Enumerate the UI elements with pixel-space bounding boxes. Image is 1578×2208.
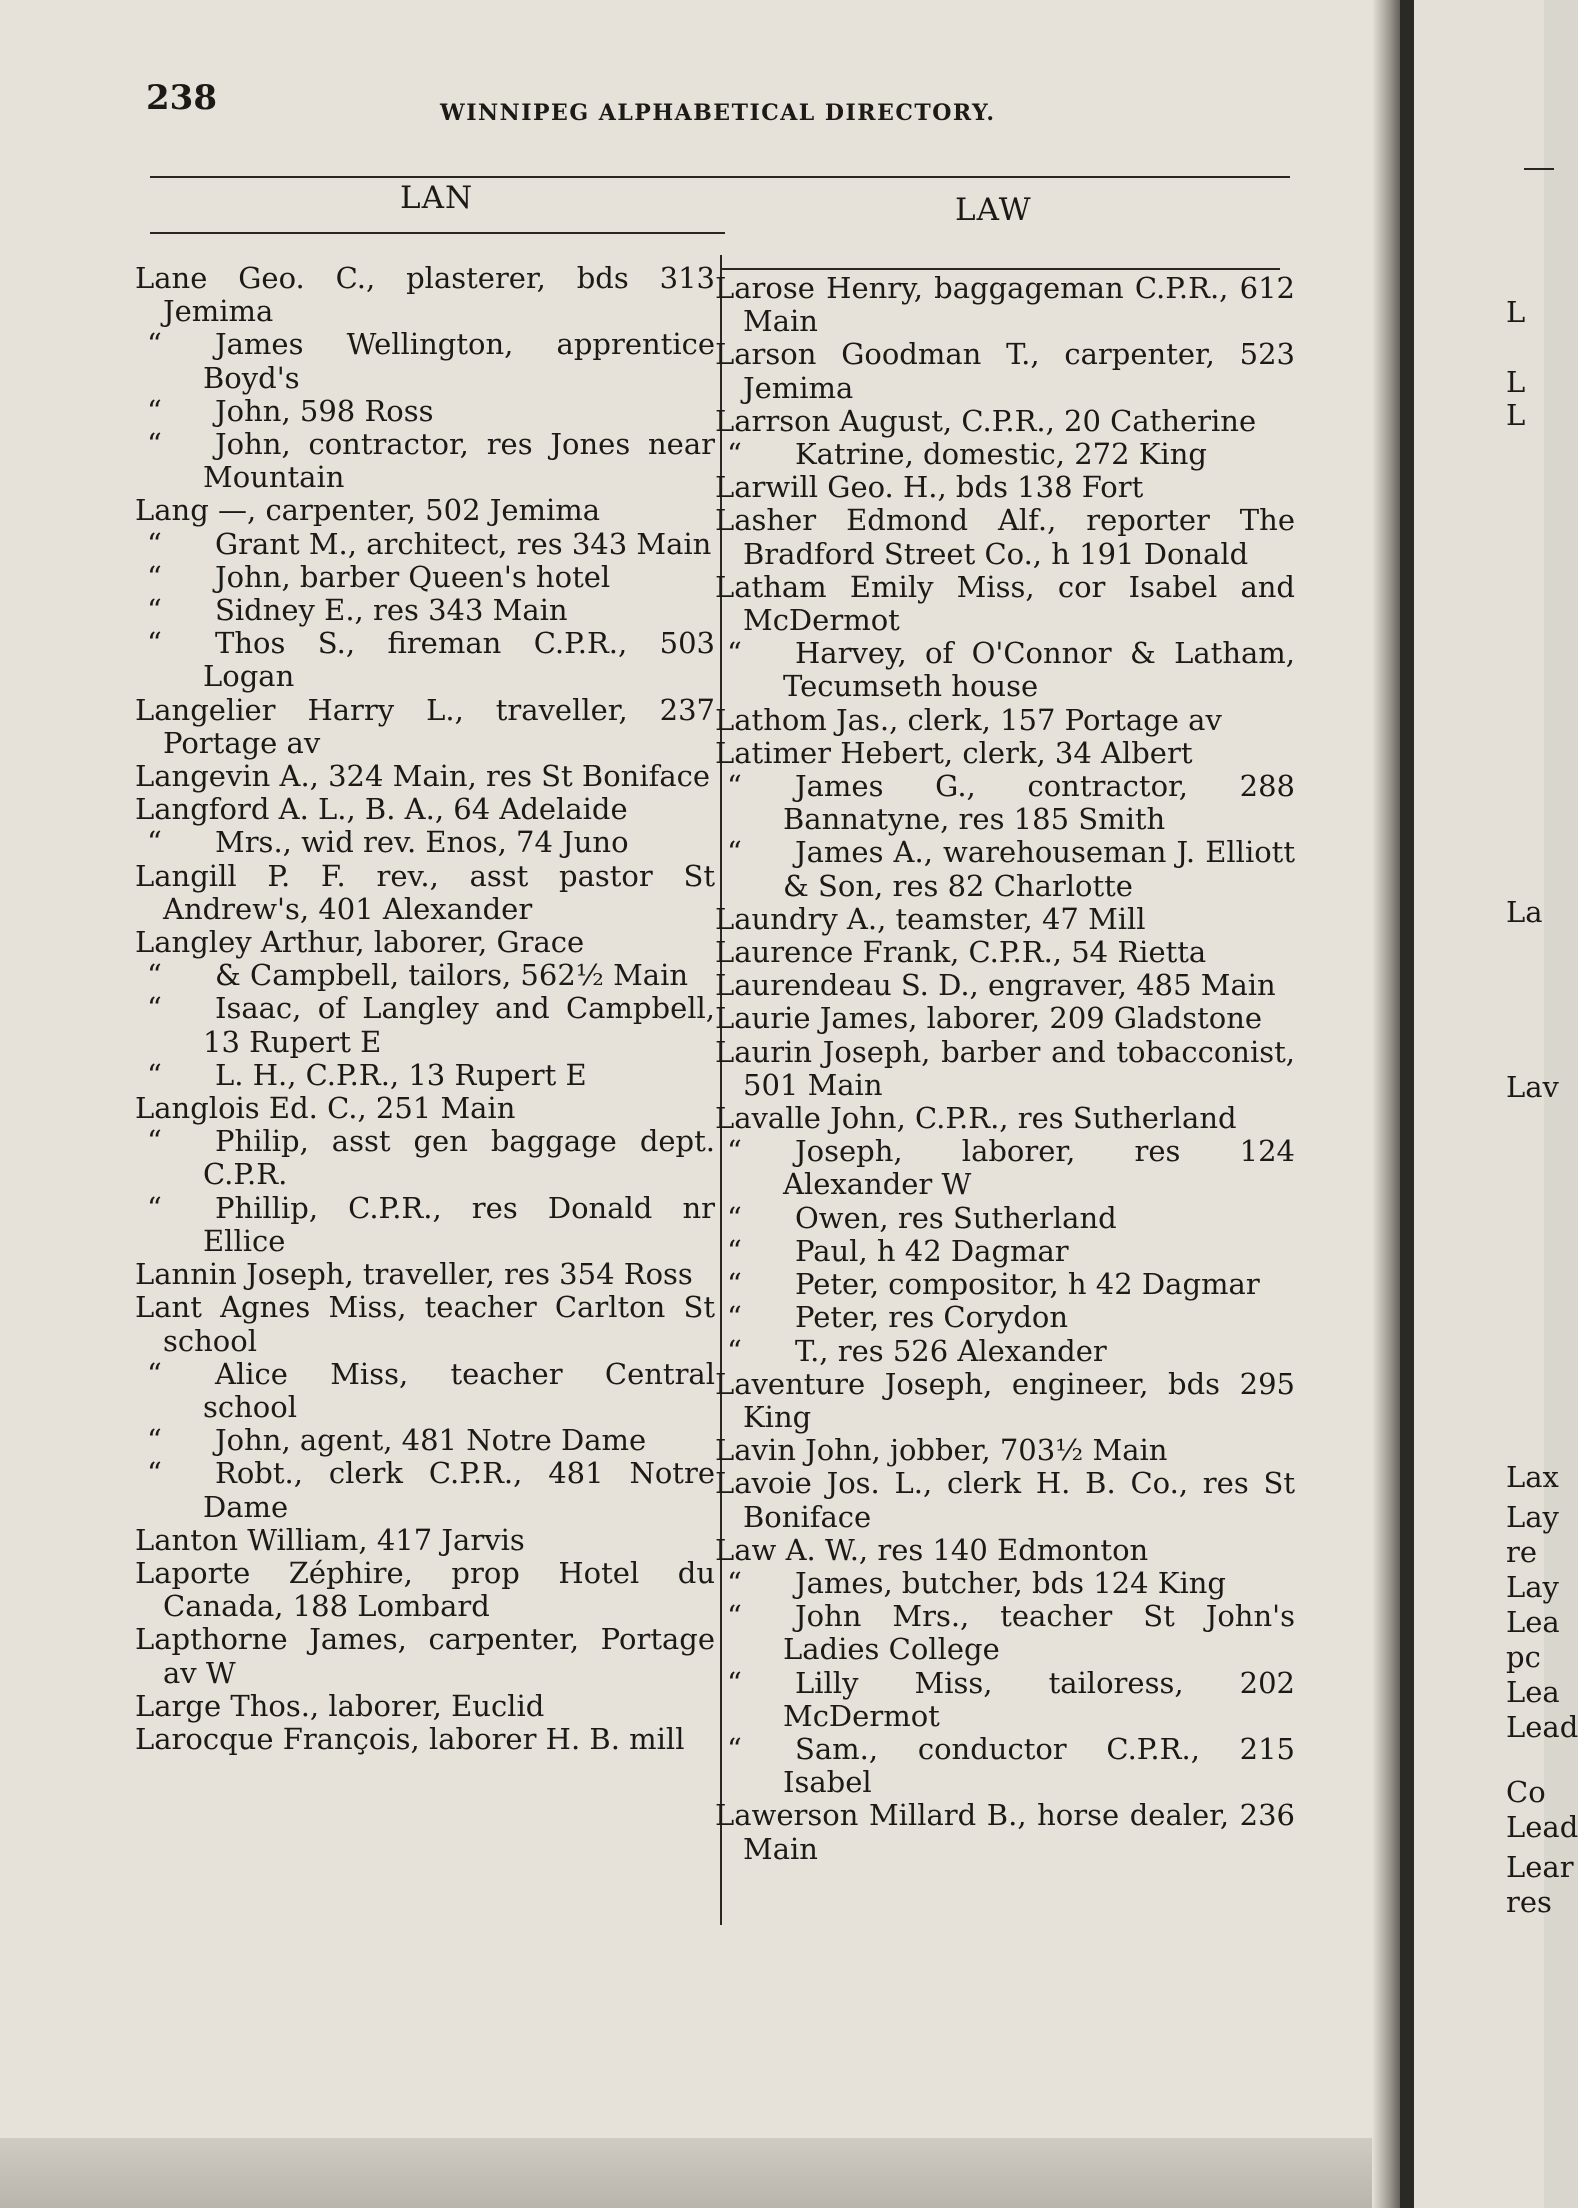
directory-entry: Lapthorne James, carpenter, Portage av W (135, 1622, 715, 1690)
directory-entry: “ James G., contractor, 288 Bannatyne, res 185 Smith (715, 770, 1295, 836)
directory-entry: Langford A. L., B. A., 64 Adelaide (135, 792, 628, 827)
directory-entry: Larrson August, C.P.R., 20 Catherine (715, 403, 1257, 438)
adjacent-page-text: L (1506, 365, 1526, 399)
adjacent-page-text: Co (1506, 1775, 1546, 1809)
column-heading-left: LAN (400, 180, 474, 216)
directory-entry: Law A. W., res 140 Edmonton (715, 1532, 1149, 1567)
directory-entry: Langill P. F. rev., asst pastor St Andrew's, 401 Alexander (135, 858, 715, 926)
adjacent-page-text: Lav (1506, 1070, 1559, 1104)
gutter-shadow (1372, 0, 1402, 2208)
directory-entry: “ Peter, compositor, h 42 Dagmar (715, 1268, 1295, 1301)
directory-entry: Lannin Joseph, traveller, res 354 Ross (135, 1257, 693, 1292)
directory-entry: “ Harvey, of O'Connor & Latham, Tecumseth house (715, 637, 1295, 703)
adjacent-page-text: re (1506, 1535, 1538, 1569)
adjacent-page-text: La (1506, 895, 1543, 929)
directory-entry: “ James Wellington, apprentice Boyd's (135, 328, 715, 394)
directory-entry: Laurin Joseph, barber and tobacconist, 501 Main (715, 1034, 1295, 1102)
directory-entry: Lant Agnes Miss, teacher Carlton St school (135, 1290, 715, 1358)
adjacent-page-text: Lay (1506, 1570, 1559, 1604)
directory-entry: “ John, contractor, res Jones near Mountain (135, 428, 715, 494)
directory-entry: Laporte Zéphire, prop Hotel du Canada, 188 Lombard (135, 1555, 715, 1624)
directory-entry: “ Paul, h 42 Dagmar (715, 1235, 1295, 1268)
directory-entry: Langley Arthur, laborer, Grace (135, 925, 585, 960)
directory-entry: Laventure Joseph, engineer, bds 295 King (715, 1366, 1295, 1434)
directory-entry: Large Thos., laborer, Euclid (135, 1688, 545, 1723)
adjacent-page-text: Lea (1506, 1605, 1560, 1639)
adjacent-page-text: res (1506, 1885, 1552, 1919)
adjacent-page-text: Lay (1506, 1500, 1559, 1534)
directory-entry: Lathom Jas., clerk, 157 Portage av (715, 702, 1222, 737)
directory-entry: “ & Campbell, tailors, 562½ Main (135, 959, 715, 992)
adjacent-page-fragment (1414, 0, 1578, 2208)
heading-rule-right (720, 268, 1280, 270)
adjacent-page-text: L (1506, 295, 1526, 329)
adjacent-page-rule (1524, 168, 1554, 170)
directory-entry: “ Joseph, laborer, res 124 Alexander W (715, 1135, 1295, 1201)
directory-entry: Laurie James, laborer, 209 Gladstone (715, 1001, 1263, 1036)
directory-column-left (135, 262, 715, 1756)
directory-entry: “ Alice Miss, teacher Central school (135, 1358, 715, 1424)
adjacent-page-text: Lead (1506, 1710, 1578, 1744)
header-rule (150, 176, 1290, 178)
directory-entry: “ Katrine, domestic, 272 King (715, 438, 1295, 471)
directory-entry: “ Philip, asst gen baggage dept. C.P.R. (135, 1125, 715, 1191)
directory-entry: “ James, butcher, bds 124 King (715, 1567, 1295, 1600)
directory-entry: “ Mrs., wid rev. Enos, 74 Juno (135, 826, 715, 859)
directory-entry: “ John, 598 Ross (135, 395, 715, 428)
directory-entry: “ James A., warehouseman J. Elliott & Son, res 82 Charlotte (715, 836, 1295, 902)
directory-entry: “ Peter, res Corydon (715, 1301, 1295, 1334)
directory-entry: “ L. H., C.P.R., 13 Rupert E (135, 1059, 715, 1092)
directory-entry: Latham Emily Miss, cor Isabel and McDermot (715, 569, 1295, 638)
directory-entry: Laundry A., teamster, 47 Mill (715, 901, 1146, 936)
directory-entry: Lawerson Millard B., horse dealer, 236 Main (715, 1798, 1295, 1866)
directory-entry: Lavoie Jos. L., clerk H. B. Co., res St Boniface (715, 1466, 1295, 1534)
page-bottom-edge (0, 2138, 1544, 2208)
directory-entry: Lanton William, 417 Jarvis (135, 1522, 525, 1557)
directory-entry: Lavin John, jobber, 703½ Main (715, 1433, 1168, 1468)
adjacent-page-text: Lax (1506, 1460, 1559, 1494)
adjacent-page-text: L (1506, 398, 1526, 432)
running-head: WINNIPEG ALPHABETICAL DIRECTORY. (440, 100, 996, 126)
directory-entry: Laurendeau S. D., engraver, 485 Main (715, 968, 1276, 1003)
column-heading-right: LAW (955, 192, 1032, 228)
directory-entry: Larose Henry, baggageman C.P.R., 612 Main (715, 271, 1295, 339)
adjacent-page-text: Lea (1506, 1675, 1560, 1709)
directory-entry: Lavalle John, C.P.R., res Sutherland (715, 1101, 1237, 1136)
directory-entry: Larwill Geo. H., bds 138 Fort (715, 470, 1144, 505)
directory-entry: “ Thos S., fireman C.P.R., 503 Logan (135, 627, 715, 693)
heading-rule-left (150, 232, 725, 234)
directory-entry: “ John Mrs., teacher St John's Ladies College (715, 1600, 1295, 1666)
directory-entry: Lasher Edmond Alf., reporter The Bradford Street Co., h 191 Donald (715, 503, 1295, 571)
directory-entry: Lang —, carpenter, 502 Jemima (135, 493, 601, 528)
directory-entry: “ Lilly Miss, tailoress, 202 McDermot (715, 1667, 1295, 1733)
directory-entry: Lane Geo. C., plasterer, bds 313 Jemima (135, 261, 715, 329)
directory-entry: Langevin A., 324 Main, res St Boniface (135, 759, 711, 794)
directory-entry: Latimer Hebert, clerk, 34 Albert (715, 735, 1193, 770)
book-binding (1400, 0, 1414, 2208)
directory-entry: “ Sidney E., res 343 Main (135, 594, 715, 627)
adjacent-page-text: Lead (1506, 1810, 1578, 1844)
directory-column-right (715, 272, 1295, 1866)
adjacent-page-text: Lear (1506, 1850, 1574, 1884)
directory-entry: “ Isaac, of Langley and Campbell, 13 Rupert E (135, 992, 715, 1058)
directory-entry: “ Owen, res Sutherland (715, 1202, 1295, 1235)
directory-entry: “ John, agent, 481 Notre Dame (135, 1424, 715, 1457)
directory-entry: “ T., res 526 Alexander (715, 1335, 1295, 1368)
directory-entry: “ Grant M., architect, res 343 Main (135, 528, 715, 561)
adjacent-page-text: pc (1506, 1640, 1541, 1674)
directory-entry: “ Phillip, C.P.R., res Donald nr Ellice (135, 1192, 715, 1258)
directory-entry: “ Sam., conductor C.P.R., 215 Isabel (715, 1733, 1295, 1799)
directory-entry: Langelier Harry L., traveller, 237 Portage av (135, 692, 715, 760)
directory-entry: Larocque François, laborer H. B. mill (135, 1721, 685, 1756)
directory-entry: “ John, barber Queen's hotel (135, 561, 715, 594)
page-number: 238 (146, 78, 217, 118)
directory-entry: “ Robt., clerk C.P.R., 481 Notre Dame (135, 1457, 715, 1523)
directory-entry: Langlois Ed. C., 251 Main (135, 1091, 516, 1126)
directory-entry: Larson Goodman T., carpenter, 523 Jemima (715, 337, 1295, 405)
directory-entry: Laurence Frank, C.P.R., 54 Rietta (715, 935, 1207, 970)
